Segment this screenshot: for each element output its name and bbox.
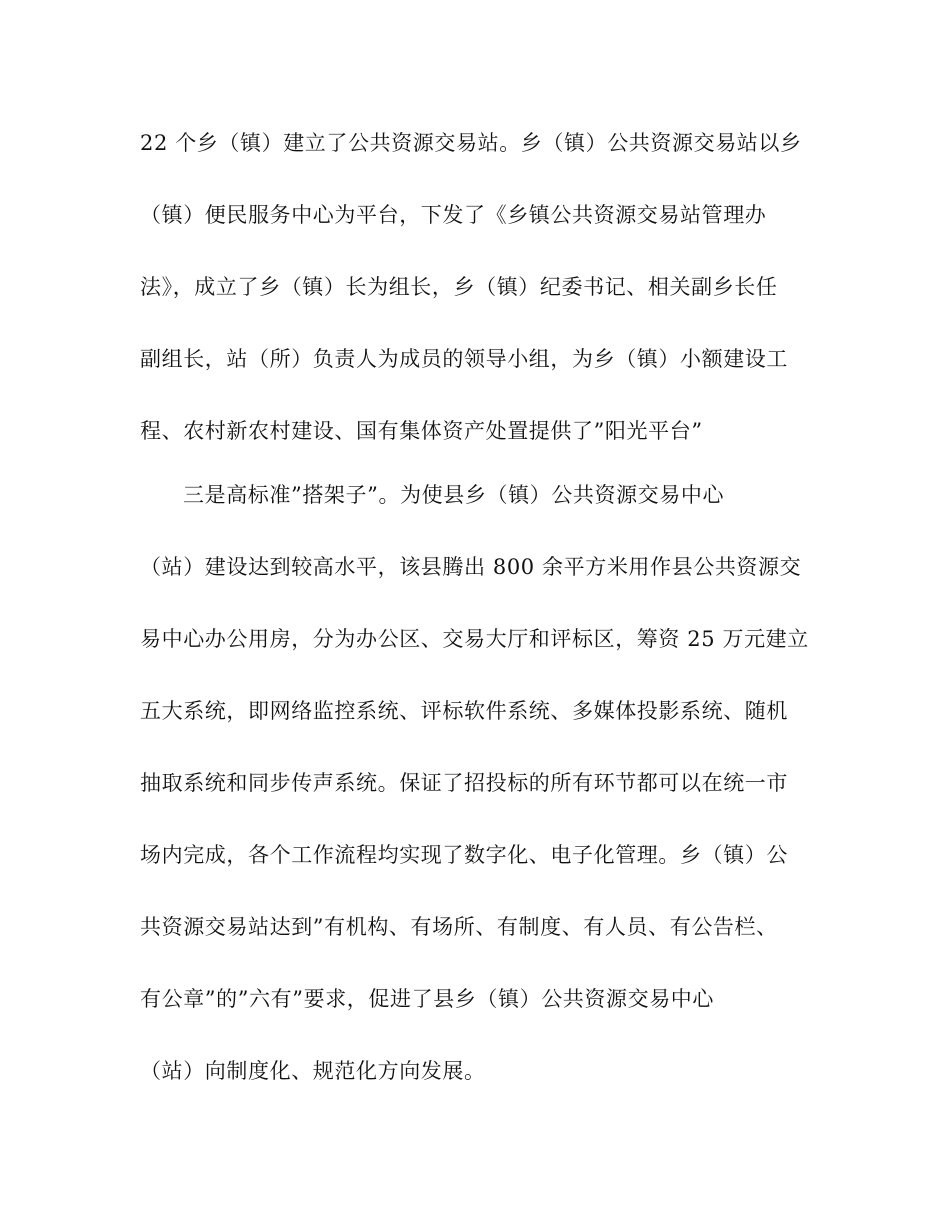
text-line-2: （镇）便民服务中心为平台，下发了《乡镇公共资源交易站管理办 [140,203,767,227]
text-line-14: （站）向制度化、规范化方向发展。 [140,1059,486,1083]
text-line-7: （站）建设达到较高水平，该县腾出 800 余平方米用作县公共资源交 [140,555,802,579]
text-line-11: 场内完成，各个工作流程均实现了数字化、电子化管理。乡（镇）公 [140,843,788,867]
text-line-12: 共资源交易站达到”有机构、有场所、有制度、有人员、有公告栏、 [140,915,778,939]
text-line-3: 法》，成立了乡（镇）长为组长，乡（镇）纪委书记、相关副乡长任 [140,275,778,299]
text-line-5: 程、农村新农村建设、国有集体资产处置提供了”阳光平台” [140,419,703,443]
text-line-10: 抽取系统和同步传声系统。保证了招投标的所有环节都可以在统一市 [140,771,788,795]
text-line-9: 五大系统，即网络监控系统、评标软件系统、多媒体投影系统、随机 [140,699,788,723]
text-line-1: 22 个乡（镇）建立了公共资源交易站。乡（镇）公共资源交易站以乡 [140,131,802,155]
text-line-8: 易中心办公用房，分为办公区、交易大厅和评标区，筹资 25 万元建立 [140,627,809,651]
text-line-13: 有公章”的”六有”要求，促进了县乡（镇）公共资源交易中心 [140,987,715,1011]
text-line-4: 副组长，站（所）负责人为成员的领导小组，为乡（镇）小额建设工 [140,347,788,371]
paragraph-start-line: 三是高标准”搭架子”。为使县乡（镇）公共资源交易中心 [183,483,725,507]
